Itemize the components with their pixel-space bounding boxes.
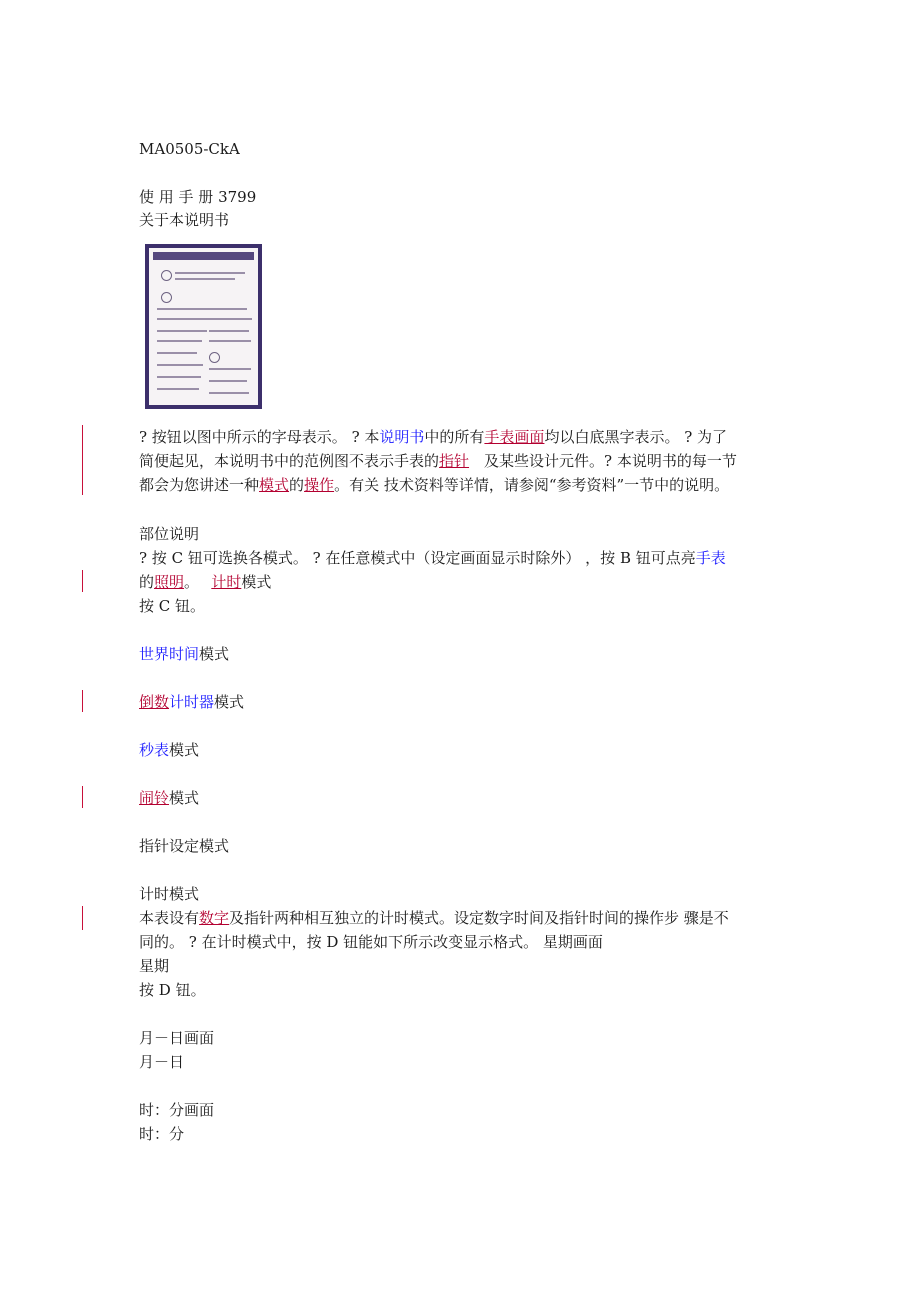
text: 的 (139, 573, 155, 591)
thumbnail-line (157, 388, 199, 390)
hand-setting-mode: 指针设定模式 (139, 837, 230, 855)
text: 。 (184, 573, 212, 591)
thumbnail-line (209, 330, 249, 332)
thumbnail-line (157, 330, 207, 332)
link-world-time[interactable]: 世界时间 (139, 645, 200, 663)
link-operation[interactable]: 操作 (304, 476, 335, 494)
thumbnail-line (175, 278, 235, 280)
margin-marker (82, 425, 83, 495)
text: 均以白底黑字表示。 ? 为了 (544, 428, 728, 446)
world-time-mode (139, 643, 229, 665)
doc-code: MA0505-CkA (139, 140, 240, 158)
text: 模式 (241, 573, 272, 591)
alarm-mode (139, 787, 199, 809)
text: ? 按 C 钮可选换各模式。 ? 在任意模式中（设定画面显示时除外） ，按 B 钮可点亮 (139, 549, 696, 567)
press-d-instruction: 按 D 钮。 (139, 981, 206, 999)
text: 及某些设计元件。? 本说明书的每一节 (469, 452, 737, 470)
thumbnail-header (153, 252, 254, 260)
link-alarm[interactable]: 闹铃 (139, 789, 170, 807)
thumbnail-line (209, 380, 247, 382)
margin-marker (82, 690, 83, 712)
hour-minute-label: 时：分 (139, 1125, 185, 1143)
press-c-instruction: 按 C 钮。 (139, 597, 206, 615)
link-illumination[interactable]: 照明 (154, 573, 185, 591)
text: 。有关 技术资料等详情，请参阅“参考资料”一节中的说明。 (334, 476, 730, 494)
link-mode[interactable]: 模式 (259, 476, 290, 494)
link-countdown[interactable]: 倒数 (139, 693, 170, 711)
thumbnail-line (157, 376, 201, 378)
about-paragraph-line-1 (139, 426, 727, 448)
thumbnail-line (157, 308, 247, 310)
text: 模式 (169, 789, 200, 807)
parts-heading: 部位说明 (139, 525, 200, 543)
timekeeping-line-1 (139, 907, 729, 929)
text: 中的所有 (424, 428, 485, 446)
thumbnail-line (157, 364, 203, 366)
about-paragraph-line-2 (139, 450, 737, 472)
thumbnail-watch-icon (161, 270, 172, 281)
link-watch-display[interactable]: 手表画面 (484, 428, 545, 446)
thumbnail-line (209, 340, 251, 342)
hour-minute-screen: 时：分画面 (139, 1101, 215, 1119)
text: 的 (289, 476, 305, 494)
about-heading: 关于本说明书 (139, 211, 230, 229)
month-day-label: 月－日 (139, 1053, 185, 1071)
link-timer[interactable]: 计时器 (169, 693, 215, 711)
text: 简便起见，本说明书中的范例图不表示手表的 (139, 452, 440, 470)
thumbnail-line (157, 340, 202, 342)
text: 模式 (214, 693, 245, 711)
margin-marker (82, 906, 83, 930)
link-watch[interactable]: 手表 (695, 549, 726, 567)
thumbnail-line (175, 272, 245, 274)
timekeeping-line-2: 同的。 ? 在计时模式中，按 D 钮能如下所示改变显示格式。 星期画面 (139, 933, 603, 951)
text: 及指针两种相互独立的计时模式。设定数字时间及指针时间的操作步 骤是不 (229, 909, 729, 927)
manual-title: 使 用 手 册 3799 (139, 188, 257, 206)
countdown-mode (139, 691, 244, 713)
thumbnail-watch-icon (161, 292, 172, 303)
month-day-screen: 月－日画面 (139, 1029, 215, 1047)
text: 都会为您讲述一种 (139, 476, 260, 494)
manual-thumbnail (145, 244, 262, 409)
timekeeping-heading: 计时模式 (139, 885, 200, 903)
thumbnail-line (157, 352, 197, 354)
link-hands[interactable]: 指针 (439, 452, 470, 470)
text: 模式 (169, 741, 200, 759)
margin-marker (82, 786, 83, 808)
parts-line-2 (139, 571, 271, 593)
text: ? 按钮以图中所示的字母表示。 ? 本 (139, 428, 380, 446)
about-paragraph-line-3 (139, 474, 729, 496)
margin-marker (82, 570, 83, 592)
text: 模式 (199, 645, 230, 663)
link-timekeeping[interactable]: 计时 (211, 573, 242, 591)
thumbnail-line (209, 368, 251, 370)
thumbnail-watch-icon (209, 352, 220, 363)
link-stopwatch[interactable]: 秒表 (139, 741, 170, 759)
thumbnail-line (157, 318, 252, 320)
link-manual[interactable]: 说明书 (379, 428, 425, 446)
link-digital[interactable]: 数字 (199, 909, 230, 927)
text: 本表设有 (139, 909, 200, 927)
parts-line-1 (139, 547, 726, 569)
thumbnail-line (209, 392, 249, 394)
weekday-label: 星期 (139, 957, 170, 975)
stopwatch-mode (139, 739, 199, 761)
